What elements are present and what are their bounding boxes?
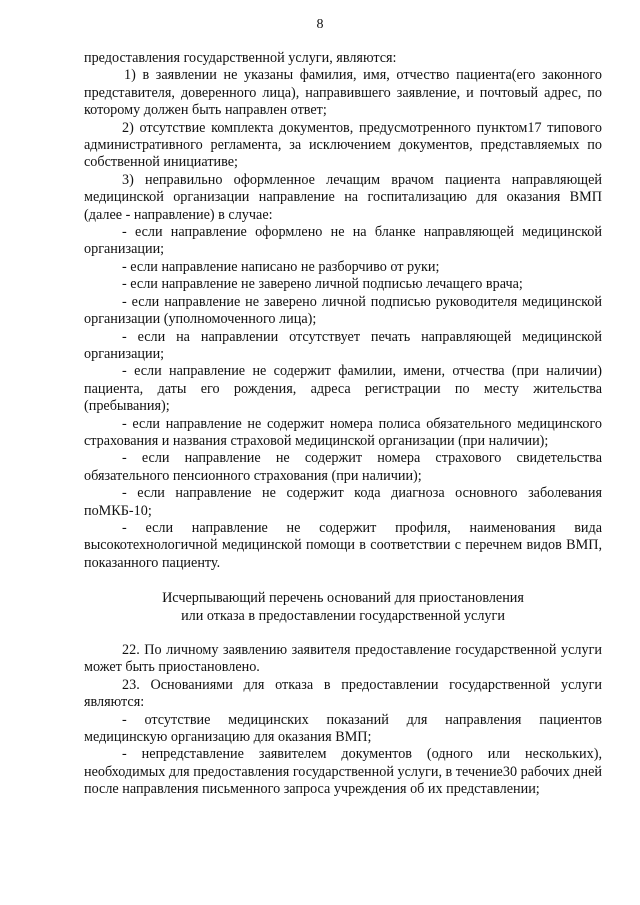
list-item: - если направление не содержит номера страхового свидетельства обязательного пенсионного страхования (при наличии);	[84, 450, 602, 484]
refusal-grounds	[84, 642, 602, 799]
reasons-list	[84, 50, 602, 572]
list-item: - если направление не заверено личной подписью лечащего врача;	[122, 276, 523, 293]
list-item: - отсутствие медицинских показаний для направления пациентов медицинскую организацию для оказания ВМП;	[84, 711, 602, 746]
list-item: - если направление написано не разборчиво от руки;	[122, 258, 440, 275]
paragraph: 2) отсутствие комплекта документов, предусмотренного пунктом17 типового административного регламента, за исключением документов, представляемых по собственной инициативе;	[84, 119, 602, 171]
list-item: - если направление не содержит кода диагноза основного заболевания поМКБ-10;	[84, 485, 602, 519]
list-item: - если направление оформлено не на бланке направляющей медицинской организации;	[84, 224, 602, 258]
document-body	[84, 50, 602, 799]
paragraph: 1) в заявлении не указаны фамилия, имя, отчество пациента(его законного представителя, доверенного лица), направившего заявление, и почтовый адрес, по которому должен быть направлен ответ;	[84, 67, 602, 119]
section-heading	[84, 590, 602, 625]
page-number: 8	[316, 17, 324, 32]
list-item: - если направление не содержит номера полиса обязательного медицинского страхования и названия страховой медицинской организации (при наличии);	[84, 415, 602, 449]
paragraph: 22. По личному заявлению заявителя предоставление государственной услуги может быть приостановлено.	[84, 642, 602, 676]
paragraph: 3) неправильно оформленное лечащим врачом пациента направляющей медицинской организации направление на госпитализацию для оказания ВМП (далее - направление) в случае:	[84, 171, 602, 223]
paragraph: 23. Основаниями для отказа в предоставлении государственной услуги являются:	[84, 676, 602, 711]
list-item: - непредставление заявителем документов (одного или нескольких), необходимых для предоставления государственной услуги, в течение30 рабочих дней после направления письменного запроса учреждения об их представлении;	[84, 746, 602, 798]
list-item: - если направление не содержит профиля, наименования вида высокотехнологичной медицинской помощи в соответствии с перечнем видов ВМП, показанного пациенту.	[84, 519, 602, 571]
section-heading-line: или отказа в предоставлении государственной услуги	[181, 607, 505, 624]
list-item: - если направление не содержит фамилии, имени, отчества (при наличии) пациента, даты его рождения, адреса регистрации по месту жительства (пребывания);	[84, 363, 602, 415]
list-item: - если на направлении отсутствует печать направляющей медицинской организации;	[84, 328, 602, 362]
section-heading-line: Исчерпывающий перечень оснований для приостановления	[162, 590, 524, 607]
paragraph: предоставления государственной услуги, являются:	[84, 50, 397, 66]
list-item: - если направление не заверено личной подписью руководителя медицинской организации (уполномоченного лица);	[84, 293, 602, 328]
